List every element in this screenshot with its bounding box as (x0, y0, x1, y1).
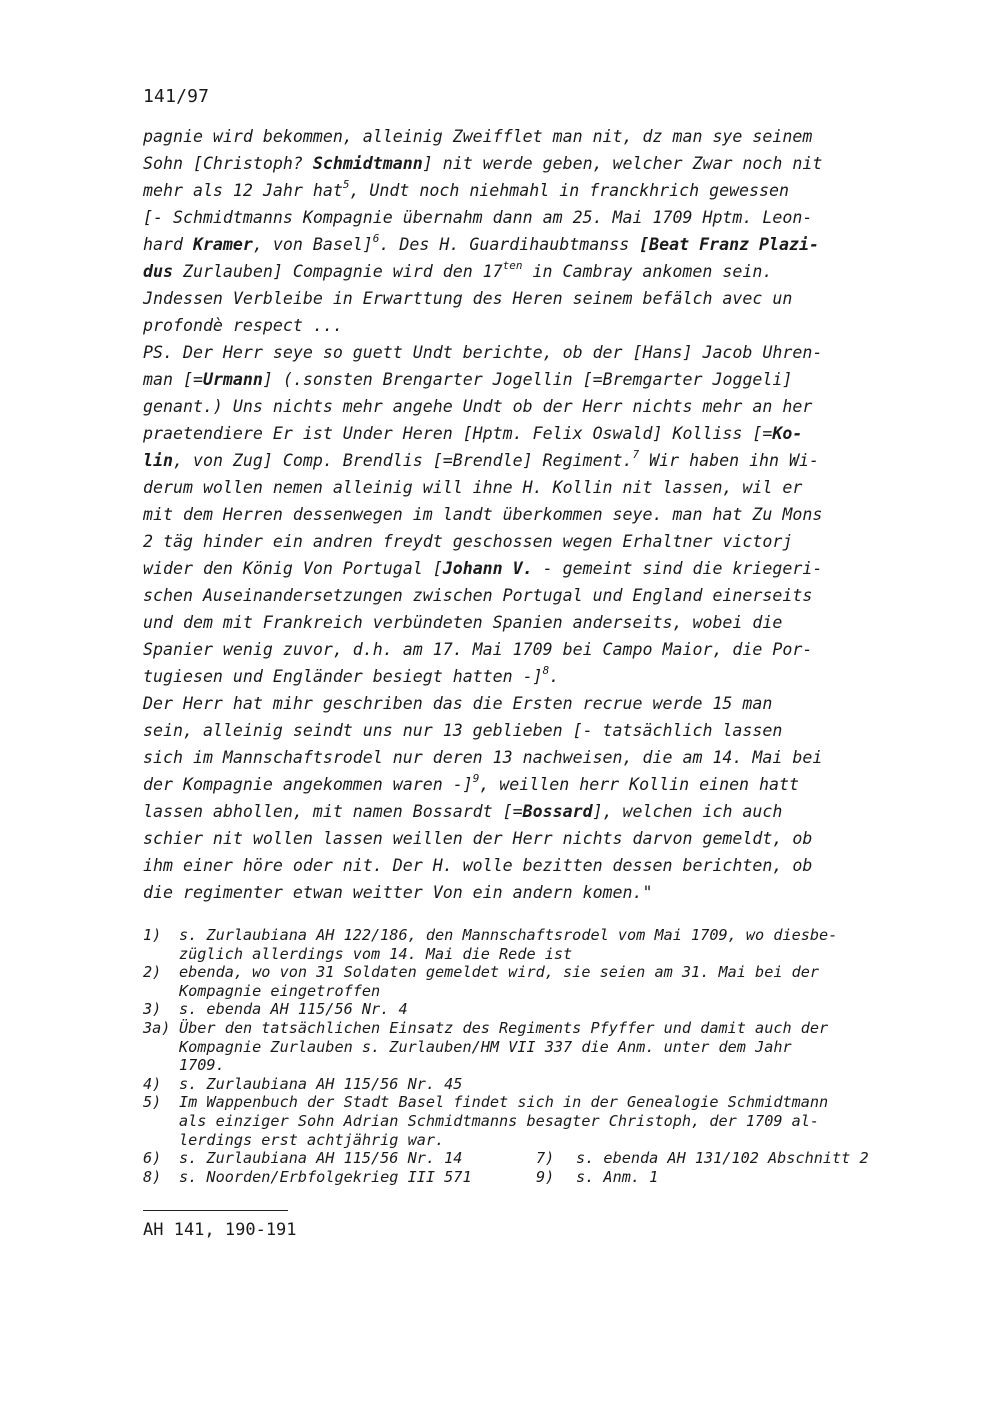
body-line (143, 852, 913, 879)
body-line (143, 879, 913, 906)
footer-rule (143, 1210, 288, 1211)
text-segment: , von Zug] Comp. Brendlis [=Brendle] Regiment. (172, 451, 633, 470)
text-segment: sich im Mannschaftsrodel nur deren 13 nachweisen, die am 14. Mai bei (143, 748, 823, 767)
text-segment: 2 täg hinder ein andren freydt geschossen wegen Erhaltner victorj (143, 532, 793, 551)
text-segment: Zurlauben] Compagnie wird den 17 (172, 262, 503, 281)
text-segment: Sohn [Christoph? (143, 154, 313, 173)
footnote-number: 3) (143, 1000, 162, 1019)
text-segment: ] nit werde geben, welcher Zwar noch nit (422, 154, 823, 173)
footnote-marker: 7 (632, 448, 640, 462)
footnote-marker: 9 (472, 772, 480, 786)
footnote-text: s. ebenda AH 115/56 Nr. 4 (179, 1000, 408, 1019)
text-segment: ihm einer höre oder nit. Der H. wolle bezitten dessen berichten, ob (143, 856, 813, 875)
footnote-text: ebenda, wo von 31 Soldaten gemeldet wird, sie seien am 31. Mai bei der Kompagnie eingetroffen (179, 963, 820, 1000)
text-segment: ] (.sonsten Brengarter Jogellin [=Bremgarter Joggeli] (262, 370, 793, 389)
text-segment: sein, alleinig seindt uns nur 13 geblieben [- tatsächlich lassen (143, 721, 783, 740)
text-segment: tugiesen und Engländer besiegt hatten -] (143, 667, 543, 686)
footnote (143, 926, 923, 963)
body-line (143, 609, 913, 636)
body-line (143, 663, 913, 690)
body-line (143, 177, 913, 204)
body-line (143, 690, 913, 717)
text-segment: PS. Der Herr seye so guett Undt berichte, ob der [Hans] Jacob Uhren- (143, 343, 823, 362)
body-line (143, 555, 913, 582)
footnote-text: s. Noorden/Erbfolgekrieg III 571 (179, 1167, 472, 1186)
text-segment: schier nit wollen lassen weillen der Herr nichts darvon gemeldt, ob (143, 829, 813, 848)
body-line (143, 285, 913, 312)
text-segment: profondè respect ... (143, 316, 343, 335)
body-line (143, 204, 913, 231)
body-line (143, 717, 913, 744)
body-line (143, 339, 913, 366)
footnote-number: 5) (143, 1093, 162, 1112)
body-line (143, 798, 913, 825)
footnote-text: s. Zurlaubiana AH 122/186, den Mannschaftsrodel vom Mai 1709, wo diesbe- züglich allerdings vom 14. Mai die Rede ist (179, 926, 838, 963)
footnote-number: 6) (143, 1149, 162, 1168)
footnote-marker: 5 (342, 178, 350, 192)
text-segment: in Cambray ankomen sein. (522, 262, 773, 281)
footnote-number: 1) (143, 926, 162, 944)
body-line (143, 825, 913, 852)
body-line (143, 528, 913, 555)
text-segment: derum wollen nemen alleinig will ihne H. Kollin nit lassen, wil er (143, 478, 803, 497)
text-segment: und dem mit Frankreich verbündeten Spanien anderseits, wobei die (143, 613, 783, 632)
emphasized-name: lin (143, 451, 173, 470)
text-segment: [- Schmidtmanns Kompagnie übernahm dann am 25. Mai 1709 Hptm. Leon- (143, 208, 813, 227)
body-line (143, 636, 913, 663)
text-segment: , weillen herr Kollin einen hatt (479, 775, 800, 794)
text-segment: Wir haben ihn Wi- (639, 451, 819, 470)
body-line (143, 231, 913, 258)
source-reference: AH 141, 190-191 (143, 1220, 297, 1240)
footnote-marker: ten (502, 259, 523, 273)
footnote (143, 1093, 923, 1149)
text-segment: Jndessen Verbleibe in Erwarttung des Heren seinem befälch avec un (143, 289, 793, 308)
text-segment: pagnie wird bekommen, alleinig Zweifflet man nit, dz man sye seinem (143, 127, 813, 146)
emphasized-name: Schmidtmann (312, 154, 423, 173)
footnote-text: s. Zurlaubiana AH 115/56 Nr. 14 (179, 1149, 463, 1168)
footnote-pair (143, 1149, 923, 1168)
body-line (143, 366, 913, 393)
body-line (143, 474, 913, 501)
footnote (143, 963, 923, 1000)
text-segment: - gemeint sind die kriegeri- (532, 559, 823, 578)
text-segment: schen Auseinandersetzungen zwischen Portugal und England einerseits (143, 586, 813, 605)
page-number: 141/97 (143, 86, 210, 107)
footnote-text: Über den tatsächlichen Einsatz des Regiments Pfyffer und damit auch der Kompagnie Zurlauben s. Zurlauben/HM VII 337 die Anm. unter dem Jahr 1709. (179, 1018, 829, 1075)
emphasized-name: Ko- (772, 424, 803, 443)
text-segment: . (549, 667, 560, 686)
body-line (143, 312, 913, 339)
text-segment: der Kompagnie angekommen waren -] (143, 775, 473, 794)
footnote-text: Im Wappenbuch der Stadt Basel findet sich in der Genealogie Schmidtmann als einziger Sohn Adrian Schmidtmanns besagter Christoph, der 1709 al- lerdings erst achtjährig war. (179, 1093, 829, 1149)
text-segment: , von Basel] (252, 235, 373, 254)
emphasized-name: Bossard (522, 802, 593, 821)
footnote-number: 4) (143, 1074, 162, 1093)
footnote-marker: 6 (372, 232, 380, 246)
emphasized-name: dus (143, 262, 173, 281)
text-segment: die regimenter etwan weitter Von ein andern komen." (143, 883, 653, 902)
body-line (143, 582, 913, 609)
text-segment: mit dem Herren dessenwegen im landt überkommen seye. man hat Zu Mons (143, 505, 823, 524)
text-segment: lassen abhollen, mit namen Bossardt [= (143, 802, 523, 821)
emphasized-name: Urmann (202, 370, 263, 389)
text-segment: , Undt noch niehmahl in franckhrich gewessen (349, 181, 790, 200)
footnote (143, 1075, 923, 1094)
body-line (143, 501, 913, 528)
body-line (143, 447, 913, 474)
emphasized-name: [Beat Franz Plazi- (639, 235, 819, 254)
emphasized-name: Johann V. (442, 559, 533, 578)
emphasized-name: Kramer (192, 235, 253, 254)
footnote-text: s. ebenda AH 131/102 Abschnitt 2 (576, 1149, 869, 1168)
body-line (143, 258, 913, 285)
text-segment: praetendiere Er ist Under Heren [Hptm. Felix Oswald] Kolliss [= (143, 424, 773, 443)
footnote-number: 3a) (143, 1018, 171, 1037)
footnote (143, 1000, 923, 1019)
text-segment: Der Herr hat mihr geschriben das die Ersten recrue werde 15 man (143, 694, 773, 713)
footnote (143, 1019, 923, 1075)
text-segment: mehr als 12 Jahr hat (143, 181, 343, 200)
text-segment: Spanier wenig zuvor, d.h. am 17. Mai 1709 bei Campo Maior, die Por- (143, 640, 813, 659)
footnotes (143, 926, 923, 1186)
body-line (143, 420, 913, 447)
body-line (143, 150, 913, 177)
footnote-number: 7) (536, 1149, 555, 1168)
footnote-number: 9) (536, 1167, 555, 1186)
text-segment: man [= (143, 370, 203, 389)
text-segment: wider den König Von Portugal [ (143, 559, 443, 578)
body-line (143, 393, 913, 420)
body-line (143, 771, 913, 798)
footnote-text: s. Anm. 1 (576, 1167, 659, 1186)
footnote-number: 8) (143, 1167, 162, 1186)
footnote-pair (143, 1168, 923, 1187)
body-line (143, 744, 913, 771)
text-segment: ], welchen ich auch (592, 802, 783, 821)
text-segment: . Des H. Guardihaubtmanss (379, 235, 640, 254)
text-segment: hard (143, 235, 193, 254)
body-line (143, 123, 913, 150)
footnote-text: s. Zurlaubiana AH 115/56 Nr. 45 (179, 1074, 463, 1093)
text-segment: genant.) Uns nichts mehr angehe Undt ob der Herr nichts mehr an her (143, 397, 813, 416)
letter-body-text (143, 123, 913, 906)
footnote-marker: 8 (542, 664, 550, 678)
footnote-number: 2) (143, 963, 162, 982)
